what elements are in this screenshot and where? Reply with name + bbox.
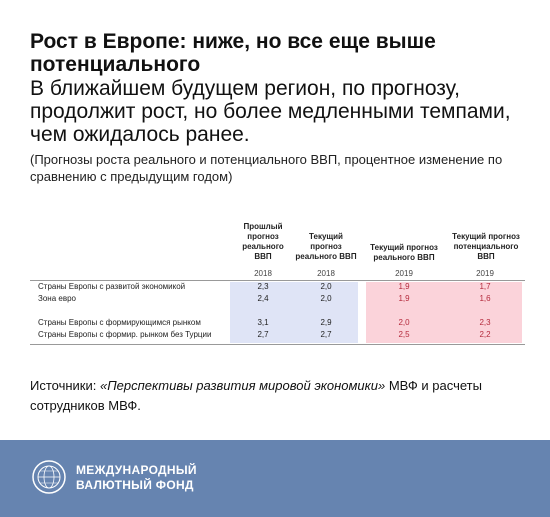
page-title: Рост в Европе: ниже, но все еще выше потенциального bbox=[30, 30, 436, 76]
table-cell: 2,0 bbox=[320, 282, 332, 291]
header-rule bbox=[30, 280, 525, 281]
column-header: Текущий прогноз потенциального ВВП bbox=[452, 232, 520, 261]
table-cell: 2,0 bbox=[320, 294, 332, 303]
column-year: 2018 bbox=[317, 269, 335, 278]
source-publication: «Перспективы развития мировой экономики» bbox=[100, 378, 386, 393]
table-cell: 2,3 bbox=[257, 282, 269, 291]
column-year: 2018 bbox=[254, 269, 272, 278]
growth-table bbox=[30, 218, 525, 348]
column-year: 2019 bbox=[395, 269, 413, 278]
source-suffix: МВФ и расчеты сотрудников МВФ. bbox=[30, 378, 482, 413]
table-cell: 2,7 bbox=[257, 330, 269, 339]
table-cell: 1,9 bbox=[398, 294, 410, 303]
column-header: Текущий прогноз реального ВВП bbox=[295, 232, 357, 261]
org-name-line1: МЕЖДУНАРОДНЫЙ bbox=[76, 463, 197, 477]
column-header: Текущий прогноз реального ВВП bbox=[370, 243, 438, 262]
table-cell: 2,5 bbox=[398, 330, 410, 339]
org-name-line2: ВАЛЮТНЫЙ ФОНД bbox=[76, 478, 194, 492]
bottom-rule bbox=[30, 344, 525, 345]
table-note: (Прогнозы роста реального и потенциального ВВП, процентное изменение по сравнению с предыдущим годом) bbox=[30, 152, 503, 184]
imf-logo-text bbox=[76, 463, 197, 493]
table-cell: 2,0 bbox=[398, 318, 410, 327]
column-header: Прошлый прогноз реального ВВП bbox=[242, 222, 284, 261]
table-cell: 1,6 bbox=[479, 294, 491, 303]
column-year: 2019 bbox=[476, 269, 494, 278]
table-cell: 2,4 bbox=[257, 294, 269, 303]
row-label: Зона евро bbox=[38, 294, 76, 303]
table-cell: 1,9 bbox=[398, 282, 410, 291]
source-prefix: Источники: bbox=[30, 378, 97, 393]
row-label: Страны Европы с формир. рынком без Турции bbox=[38, 330, 212, 339]
imf-seal-icon bbox=[32, 460, 66, 494]
table-cell: 2,3 bbox=[479, 318, 491, 327]
subtitle: В ближайшем будущем регион, по прогнозу, продолжит рост, но более медленными темпами, чем ожидалось ранее. bbox=[30, 77, 511, 146]
row-label: Страны Европы с формирующимся рынком bbox=[38, 318, 201, 327]
table-cell: 2,9 bbox=[320, 318, 332, 327]
table-cell: 2,2 bbox=[479, 330, 491, 339]
row-label: Страны Европы с развитой экономикой bbox=[38, 282, 186, 291]
table-cell: 1,7 bbox=[479, 282, 491, 291]
source-note bbox=[30, 376, 530, 416]
table-cell: 3,1 bbox=[257, 318, 269, 327]
table-cell: 2,7 bbox=[320, 330, 332, 339]
